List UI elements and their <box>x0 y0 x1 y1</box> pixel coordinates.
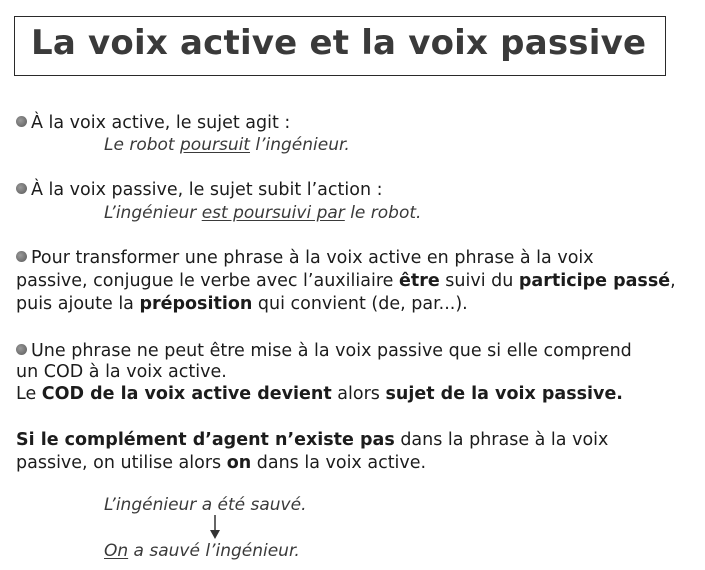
rule-transform-line1 <box>16 248 594 269</box>
example-final-active <box>104 541 300 562</box>
example-final-passive: L’ingénieur a été sauvé. <box>104 495 307 515</box>
rule-cod-line1 <box>16 341 632 362</box>
keyword-sujet-passive: sujet de la voix passive. <box>385 384 623 404</box>
example-passive-verb: est poursuivi par <box>201 203 345 223</box>
example-passive <box>104 203 421 224</box>
keyword-etre: être <box>398 271 440 291</box>
keyword-complement-agent: Si le complément d’agent n’existe pas <box>16 430 395 450</box>
rule-cod-text1: Une phrase ne peut être mise à la voix passive que si elle comprend <box>31 341 632 361</box>
example-active-before: Le robot <box>104 135 180 155</box>
rule-transform-text2c: suivi du <box>439 271 519 291</box>
rule-transform-text2a: passive, conjugue le verbe avec l’auxiliaire <box>16 271 399 291</box>
example-active <box>104 135 350 156</box>
rule-transform-text3c: qui convient (de, par...). <box>252 294 468 314</box>
rule-agent-line2 <box>16 453 426 474</box>
rule-agent-line1 <box>16 430 608 451</box>
down-arrow-icon <box>208 515 222 541</box>
rule-transform-text2e: , <box>670 271 676 291</box>
rule-transform-text3a: puis ajoute la <box>16 294 140 314</box>
bullet-icon <box>16 116 27 127</box>
rule-active <box>16 113 290 134</box>
rule-agent-text1b: dans la phrase à la voix <box>394 430 609 450</box>
keyword-participe-passe: participe passé <box>518 271 671 291</box>
rule-agent-text2c: dans la voix active. <box>251 453 427 473</box>
rule-passive <box>16 180 383 201</box>
keyword-cod-devient: COD de la voix active devient <box>41 384 332 404</box>
bullet-icon <box>16 183 27 194</box>
keyword-on: on <box>226 453 252 473</box>
rule-cod-line3 <box>16 384 623 405</box>
rule-active-text: À la voix active, le sujet agit : <box>31 113 291 133</box>
rule-cod-line2: un COD à la voix active. <box>16 362 227 382</box>
rule-transform-line3 <box>16 294 468 315</box>
rule-passive-text: À la voix passive, le sujet subit l’action : <box>31 180 383 200</box>
rule-transform-text1: Pour transformer une phrase à la voix active en phrase à la voix <box>31 248 594 268</box>
keyword-preposition: préposition <box>139 294 253 314</box>
bullet-icon <box>16 344 27 355</box>
page-title: La voix active et la voix passive <box>31 23 647 63</box>
rule-cod-text3c: alors <box>331 384 386 404</box>
example-active-verb: poursuit <box>180 135 250 155</box>
bullet-icon <box>16 251 27 262</box>
rule-cod-text3a: Le <box>16 384 42 404</box>
rule-transform-line2 <box>16 271 676 292</box>
example-final-on: On <box>104 541 129 561</box>
title-box <box>14 16 666 76</box>
rule-agent-text2a: passive, on utilise alors <box>16 453 227 473</box>
example-passive-after: le robot. <box>344 203 422 223</box>
example-active-after: l’ingénieur. <box>249 135 350 155</box>
example-passive-before: L’ingénieur <box>104 203 202 223</box>
example-final-rest: a sauvé l’ingénieur. <box>128 541 300 561</box>
